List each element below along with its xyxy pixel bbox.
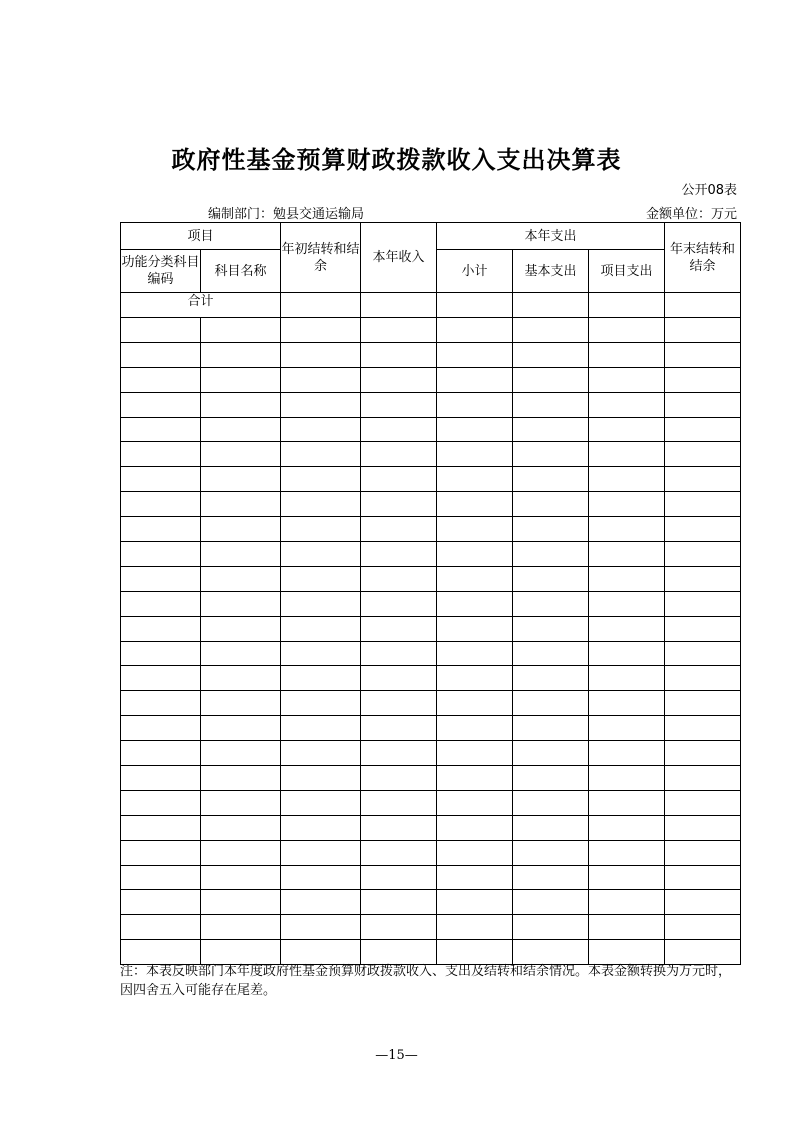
table-cell	[281, 492, 361, 517]
table-cell	[665, 741, 741, 766]
table-cell	[121, 566, 201, 591]
table-cell	[665, 940, 741, 965]
table-row	[121, 367, 741, 392]
table-cell	[361, 392, 437, 417]
table-cell	[121, 318, 201, 343]
page-title: 政府性基金预算财政拨款收入支出决算表	[171, 146, 622, 174]
table-cell	[437, 591, 513, 616]
table-cell	[665, 666, 741, 691]
table-cell	[281, 940, 361, 965]
total-cell	[589, 293, 665, 318]
table-cell	[121, 815, 201, 840]
table-cell	[361, 591, 437, 616]
table-cell	[437, 417, 513, 442]
header-expense: 本年支出	[437, 223, 665, 250]
table-cell	[281, 318, 361, 343]
table-cell	[437, 865, 513, 890]
table-cell	[361, 915, 437, 940]
table-cell	[589, 865, 665, 890]
page-number: —15—	[375, 1048, 418, 1063]
table-cell	[281, 392, 361, 417]
table-cell	[201, 417, 281, 442]
table-cell	[513, 417, 589, 442]
table-cell	[201, 467, 281, 492]
table-cell	[201, 741, 281, 766]
table-cell	[589, 492, 665, 517]
table-cell	[121, 691, 201, 716]
table-cell	[281, 442, 361, 467]
table-cell	[281, 790, 361, 815]
table-cell	[513, 392, 589, 417]
table-cell	[665, 766, 741, 791]
table-cell	[361, 865, 437, 890]
table-cell	[589, 741, 665, 766]
table-cell	[121, 865, 201, 890]
table-cell	[201, 318, 281, 343]
table-cell	[513, 865, 589, 890]
table-cell	[121, 542, 201, 567]
table-cell	[201, 691, 281, 716]
table-cell	[121, 591, 201, 616]
table-cell	[201, 815, 281, 840]
table-cell	[513, 542, 589, 567]
table-cell	[665, 542, 741, 567]
table-cell	[437, 790, 513, 815]
table-cell	[361, 342, 437, 367]
form-code: 公开08表	[681, 183, 737, 198]
table-cell	[361, 890, 437, 915]
table-cell	[361, 741, 437, 766]
table-cell	[361, 766, 437, 791]
table-row	[121, 641, 741, 666]
table-cell	[437, 716, 513, 741]
table-cell	[361, 318, 437, 343]
table-cell	[589, 591, 665, 616]
table-cell	[437, 492, 513, 517]
table-cell	[513, 616, 589, 641]
table-cell	[513, 591, 589, 616]
table-cell	[513, 890, 589, 915]
table-cell	[121, 716, 201, 741]
budget-table	[120, 222, 741, 965]
table-cell	[589, 342, 665, 367]
table-cell	[281, 865, 361, 890]
table-cell	[361, 367, 437, 392]
table-cell	[281, 517, 361, 542]
table-cell	[665, 318, 741, 343]
table-row	[121, 840, 741, 865]
table-row	[121, 716, 741, 741]
table-row	[121, 492, 741, 517]
table-cell	[201, 716, 281, 741]
table-cell	[665, 492, 741, 517]
table-cell	[201, 392, 281, 417]
table-cell	[665, 417, 741, 442]
table-cell	[665, 342, 741, 367]
header-project-expense: 项目支出	[589, 250, 665, 293]
table-cell	[513, 691, 589, 716]
footnote: 注：本表反映部门本年度政府性基金预算财政拨款收入、支出及结转和结余情况。本表金额转换为万元时，因四舍五入可能存在尾差。	[120, 964, 732, 998]
table-cell	[201, 840, 281, 865]
table-row	[121, 467, 741, 492]
table-cell	[589, 517, 665, 542]
table-cell	[361, 815, 437, 840]
table-cell	[665, 467, 741, 492]
table-cell	[513, 517, 589, 542]
table-cell	[361, 417, 437, 442]
department-label: 编制部门：勉县交通运输局	[208, 207, 365, 222]
table-cell	[665, 790, 741, 815]
table-row	[121, 542, 741, 567]
table-cell	[201, 542, 281, 567]
table-cell	[513, 492, 589, 517]
table-cell	[361, 790, 437, 815]
table-row	[121, 591, 741, 616]
table-row	[121, 915, 741, 940]
table-cell	[589, 641, 665, 666]
table-cell	[665, 890, 741, 915]
table-cell	[281, 741, 361, 766]
table-row	[121, 442, 741, 467]
table-cell	[437, 741, 513, 766]
table-cell	[121, 890, 201, 915]
table-cell	[281, 840, 361, 865]
table-cell	[121, 492, 201, 517]
table-cell	[589, 417, 665, 442]
table-row	[121, 790, 741, 815]
table-row	[121, 815, 741, 840]
table-cell	[513, 815, 589, 840]
table-cell	[437, 691, 513, 716]
header-basic-expense: 基本支出	[513, 250, 589, 293]
table-row	[121, 940, 741, 965]
table-cell	[361, 940, 437, 965]
table-body	[121, 293, 741, 965]
total-cell	[281, 293, 361, 318]
table-cell	[201, 766, 281, 791]
table-cell	[589, 840, 665, 865]
table-cell	[281, 342, 361, 367]
table-cell	[589, 915, 665, 940]
table-cell	[437, 566, 513, 591]
table-cell	[361, 641, 437, 666]
table-row	[121, 766, 741, 791]
table-cell	[513, 641, 589, 666]
table-cell	[589, 890, 665, 915]
table-cell	[437, 342, 513, 367]
table-cell	[121, 467, 201, 492]
table-cell	[437, 517, 513, 542]
table-cell	[513, 840, 589, 865]
table-cell	[361, 467, 437, 492]
table-cell	[361, 442, 437, 467]
table-cell	[665, 641, 741, 666]
table-cell	[513, 915, 589, 940]
table-cell	[121, 790, 201, 815]
table-cell	[513, 467, 589, 492]
table-cell	[437, 890, 513, 915]
table-cell	[513, 367, 589, 392]
table-row	[121, 318, 741, 343]
table-cell	[589, 790, 665, 815]
table-cell	[513, 318, 589, 343]
table-cell	[589, 467, 665, 492]
table-cell	[437, 442, 513, 467]
table-cell	[589, 367, 665, 392]
table-cell	[201, 915, 281, 940]
table-cell	[665, 517, 741, 542]
table-cell	[201, 367, 281, 392]
table-cell	[665, 691, 741, 716]
table-cell	[121, 367, 201, 392]
table-cell	[513, 766, 589, 791]
table-cell	[281, 691, 361, 716]
table-cell	[281, 666, 361, 691]
table-cell	[121, 666, 201, 691]
table-cell	[281, 890, 361, 915]
table-cell	[437, 641, 513, 666]
table-cell	[513, 716, 589, 741]
table-cell	[121, 616, 201, 641]
table-cell	[201, 442, 281, 467]
table-row	[121, 392, 741, 417]
total-label: 合计	[121, 293, 281, 318]
table-row	[121, 691, 741, 716]
table-cell	[437, 915, 513, 940]
table-cell	[589, 940, 665, 965]
table-cell	[201, 790, 281, 815]
table-cell	[201, 591, 281, 616]
table-cell	[665, 367, 741, 392]
header-subtotal: 小计	[437, 250, 513, 293]
table-cell	[201, 865, 281, 890]
total-cell	[513, 293, 589, 318]
table-cell	[281, 367, 361, 392]
table-cell	[361, 666, 437, 691]
table-cell	[437, 766, 513, 791]
table-cell	[121, 915, 201, 940]
table-cell	[589, 542, 665, 567]
table-cell	[437, 616, 513, 641]
table-cell	[361, 517, 437, 542]
table-cell	[121, 641, 201, 666]
table-cell	[665, 442, 741, 467]
table-cell	[121, 840, 201, 865]
total-cell	[665, 293, 741, 318]
table-cell	[513, 342, 589, 367]
table-row	[121, 666, 741, 691]
table-cell	[281, 566, 361, 591]
table-cell	[281, 467, 361, 492]
table-cell	[281, 815, 361, 840]
table-cell	[201, 342, 281, 367]
header-project: 项目	[121, 223, 281, 250]
total-cell	[437, 293, 513, 318]
table-cell	[121, 766, 201, 791]
table-cell	[589, 442, 665, 467]
table-cell	[437, 940, 513, 965]
table-cell	[281, 542, 361, 567]
table-cell	[665, 915, 741, 940]
header-end-balance: 年末结转和结余	[665, 223, 741, 293]
table-cell	[665, 392, 741, 417]
table-cell	[361, 840, 437, 865]
table-cell	[201, 517, 281, 542]
table-cell	[201, 641, 281, 666]
table-cell	[201, 890, 281, 915]
table-cell	[589, 616, 665, 641]
table-cell	[437, 542, 513, 567]
table-cell	[437, 815, 513, 840]
table-row	[121, 616, 741, 641]
table-cell	[361, 566, 437, 591]
table-row	[121, 741, 741, 766]
table-cell	[437, 367, 513, 392]
table-row	[121, 566, 741, 591]
table-cell	[589, 691, 665, 716]
table-row	[121, 517, 741, 542]
table-cell	[281, 915, 361, 940]
table-cell	[201, 940, 281, 965]
table-cell	[281, 641, 361, 666]
table-cell	[361, 716, 437, 741]
table-cell	[437, 840, 513, 865]
table-cell	[121, 940, 201, 965]
table-cell	[201, 616, 281, 641]
table-cell	[281, 591, 361, 616]
table-cell	[665, 815, 741, 840]
table-cell	[201, 566, 281, 591]
table-cell	[589, 716, 665, 741]
unit-label: 金额单位：万元	[645, 207, 737, 222]
table-cell	[589, 318, 665, 343]
table-cell	[201, 666, 281, 691]
table-cell	[361, 691, 437, 716]
table-cell	[513, 741, 589, 766]
table-cell	[437, 392, 513, 417]
table-cell	[665, 566, 741, 591]
total-cell	[361, 293, 437, 318]
table-cell	[121, 517, 201, 542]
table-cell	[437, 666, 513, 691]
table-cell	[121, 442, 201, 467]
table-row	[121, 890, 741, 915]
table-cell	[665, 840, 741, 865]
table-cell	[437, 318, 513, 343]
table-cell	[361, 492, 437, 517]
table-cell	[589, 566, 665, 591]
table-cell	[281, 616, 361, 641]
header-begin-balance: 年初结转和结余	[281, 223, 361, 293]
table-cell	[281, 766, 361, 791]
table-cell	[513, 442, 589, 467]
table-row	[121, 865, 741, 890]
header-subject-name: 科目名称	[201, 250, 281, 293]
table-cell	[513, 790, 589, 815]
table-cell	[361, 542, 437, 567]
table-cell	[665, 716, 741, 741]
table-cell	[589, 815, 665, 840]
header-income: 本年收入	[361, 223, 437, 293]
table-row	[121, 417, 741, 442]
table-cell	[589, 766, 665, 791]
table-cell	[121, 741, 201, 766]
table-cell	[589, 392, 665, 417]
table-row	[121, 342, 741, 367]
table-cell	[665, 616, 741, 641]
table-cell	[665, 591, 741, 616]
table-cell	[665, 865, 741, 890]
table-cell	[589, 666, 665, 691]
table-cell	[437, 467, 513, 492]
table-cell	[121, 392, 201, 417]
table-cell	[513, 566, 589, 591]
table-cell	[281, 716, 361, 741]
total-row	[121, 293, 741, 318]
table-cell	[361, 616, 437, 641]
table-cell	[201, 492, 281, 517]
table-cell	[121, 342, 201, 367]
table-cell	[513, 940, 589, 965]
table-cell	[281, 417, 361, 442]
header-func-code: 功能分类科目编码	[121, 250, 201, 293]
table-cell	[121, 417, 201, 442]
table-cell	[513, 666, 589, 691]
